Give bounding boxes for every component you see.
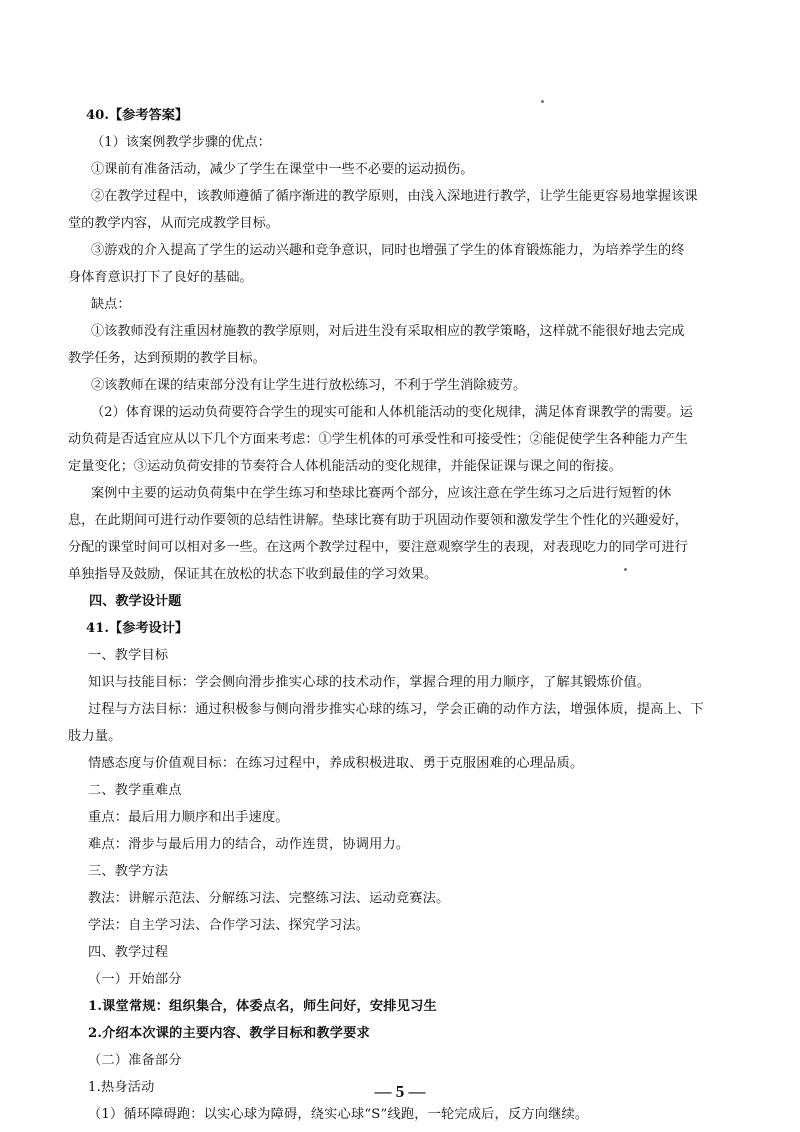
q40-line: ①该教师没有注重因材施教的教学原则，对后进生没有采取相应的教学策略，这样就不能很好地去完成 — [91, 324, 685, 339]
q41-line: 重点：最后用力顺序和出手速度。 — [88, 810, 289, 825]
q41-line: 难点：滑步与最后用力的结合，动作连贯，协调用力。 — [88, 837, 410, 852]
q41-line: 三、教学方法 — [88, 864, 169, 879]
q41-line: （1）循环障碍跑：以实心球为障碍，绕实心球“S”线跑，一轮完成后，反方向继续。 — [88, 1107, 589, 1122]
q41-line: 一、教学目标 — [88, 648, 169, 663]
q41-line: 1.热身活动 — [88, 1080, 155, 1095]
q40-line: 单独指导及鼓励，保证其在放松的状态下收到最佳的学习效果。 — [68, 567, 438, 582]
q40-line: 分配的课堂时间可以相对多一些。在这两个教学过程中，要注意观察学生的表现，对表现吃力的同学可进行 — [68, 540, 688, 555]
q40-line: ②在教学过程中，该教师遵循了循序渐进的教学原则，由浅入深地进行教学，让学生能更容易地掌握该课 — [91, 189, 698, 204]
q41-line: 教法：讲解示范法、分解练习法、完整练习法、运动竞赛法。 — [88, 891, 450, 906]
q40-line: 身体育意识打下了良好的基础。 — [68, 270, 253, 285]
q40-line: 教学任务，达到预期的教学目标。 — [68, 351, 266, 366]
q41-line: 情感态度与价值观目标：在练习过程中，养成积极进取、勇于克服困难的心理品质。 — [88, 756, 584, 771]
q41-line: 过程与方法目标：通过积极参与侧向滑步推实心球的练习，学会正确的动作方法，增强体质，提高上、下 — [88, 702, 704, 717]
q41-line: 肢力量。 — [68, 729, 122, 744]
q40-line: 息，在此期间可进行动作要领的总结性讲解。垫球比赛有助于巩固动作要领和激发学生个性化的兴趣爱好， — [68, 513, 688, 528]
q41-line: 四、教学过程 — [88, 945, 169, 960]
page-number: — 5 — — [374, 1082, 426, 1101]
q41-line: 二、教学重难点 — [88, 783, 182, 798]
q40-line: （1）该案例教学步骤的优点： — [91, 135, 271, 150]
q40-line: 堂的教学内容，从而完成教学目标。 — [68, 216, 279, 231]
q41-heading: 41.【参考设计】 — [86, 621, 189, 636]
section-title: 四、教学设计题 — [89, 594, 182, 609]
q40-line: 缺点： — [91, 297, 131, 312]
q41-line: 2.介绍本次课的主要内容、教学目标和教学要求 — [88, 1026, 370, 1041]
q40-line: ①课前有准备活动，减少了学生在课堂中一些不必要的运动损伤。 — [91, 162, 474, 177]
q41-line: 学法：自主学习法、合作学习法、探究学习法。 — [88, 918, 370, 933]
page-content — [68, 102, 722, 1128]
q40-line: ②该教师在课的结束部分没有让学生进行放松练习，不利于学生消除疲劳。 — [91, 378, 527, 393]
q40-line: 动负荷是否适宜应从以下几个方面来考虑：①学生机体的可承受性和可接受性；②能促使学生各种能力产生 — [68, 432, 688, 447]
q40-line: 案例中主要的运动负荷集中在学生练习和垫球比赛两个部分，应该注意在学生练习之后进行短暂的休 — [91, 486, 672, 501]
q40-line: （2）体育课的运动负荷要符合学生的现实可能和人体机能活动的变化规律，满足体育课教学的需要。运 — [91, 405, 693, 420]
q40-line: ③游戏的介入提高了学生的运动兴趣和竞争意识，同时也增强了学生的体育锻炼能力，为培养学生的终 — [91, 243, 685, 258]
q41-line: 1.课堂常规：组织集合，体委点名，师生问好，安排见习生 — [88, 999, 437, 1014]
q41-line: （二）准备部分 — [88, 1053, 182, 1068]
q41-line: （一）开始部分 — [88, 972, 182, 987]
q40-line: 定量变化；③运动负荷安排的节奏符合人体机能活动的变化规律，并能保证课与课之间的衔接。 — [68, 459, 622, 474]
q41-line: 知识与技能目标：学会侧向滑步推实心球的技术动作，掌握合理的用力顺序，了解其锻炼价值。 — [88, 675, 651, 690]
q40-heading: 40.【参考答案】 — [86, 108, 189, 123]
